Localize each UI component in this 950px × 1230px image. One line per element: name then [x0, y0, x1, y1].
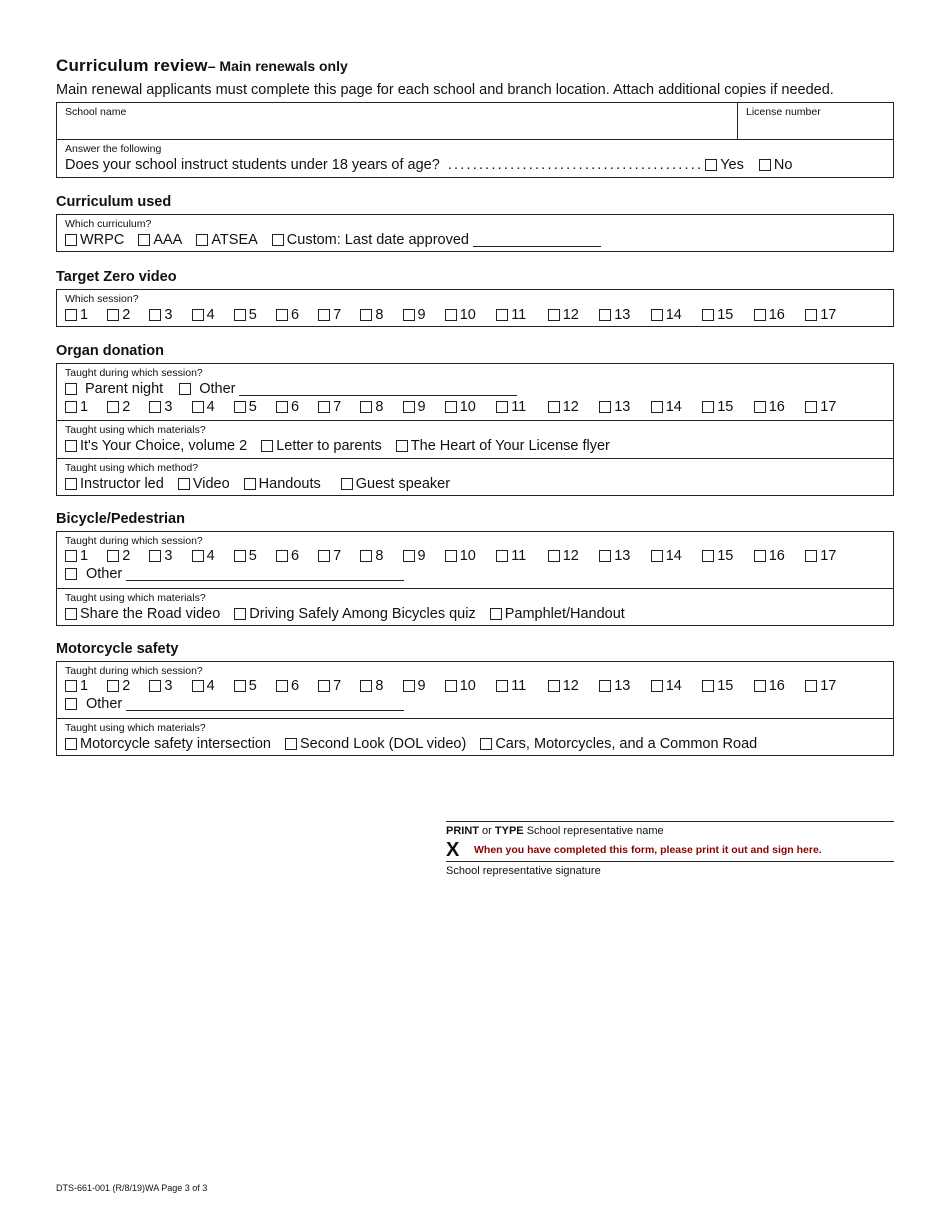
organ-session-1-checkbox[interactable]: 1 — [65, 399, 107, 415]
tz-session-6-checkbox[interactable]: 6 — [276, 307, 318, 323]
moto-session-7-checkbox[interactable]: 7 — [318, 678, 360, 694]
handouts-checkbox[interactable]: Handouts — [244, 476, 321, 492]
bicycle-heading: Bicycle/Pedestrian — [56, 511, 185, 527]
organ-materials-label: Taught using which materials? — [65, 424, 206, 436]
bike-session-1-checkbox[interactable]: 1 — [65, 548, 107, 564]
organ-session-10-checkbox[interactable]: 10 — [445, 399, 497, 415]
organ-session-11-checkbox[interactable]: 11 — [496, 399, 548, 415]
bicycle-session-label: Taught during which session? — [65, 535, 203, 547]
moto-session-16-checkbox[interactable]: 16 — [754, 678, 806, 694]
bicycles-quiz-checkbox[interactable]: Driving Safely Among Bicycles quiz — [234, 606, 475, 622]
answer-label: Answer the following — [65, 143, 162, 155]
organ-session-6-checkbox[interactable]: 6 — [276, 399, 318, 415]
motorcycle-other-input[interactable] — [126, 709, 404, 711]
answer-row — [57, 140, 893, 177]
bicycle-box — [56, 531, 894, 626]
bike-session-4-checkbox[interactable]: 4 — [192, 548, 234, 564]
share-the-road-checkbox[interactable]: Share the Road video — [65, 606, 220, 622]
x-mark: X — [446, 838, 460, 861]
tz-session-3-checkbox[interactable]: 3 — [149, 307, 191, 323]
bicycle-other-checkbox[interactable]: Other — [65, 566, 122, 582]
tz-session-1-checkbox[interactable]: 1 — [65, 307, 107, 323]
tz-session-14-checkbox[interactable]: 14 — [651, 307, 703, 323]
curriculum-heading: Curriculum used — [56, 194, 172, 210]
bike-session-14-checkbox[interactable]: 14 — [651, 548, 703, 564]
motorcycle-box — [56, 661, 894, 756]
tz-session-16-checkbox[interactable]: 16 — [754, 307, 806, 323]
moto-session-10-checkbox[interactable]: 10 — [445, 678, 497, 694]
curriculum-label: Which curriculum? — [65, 218, 152, 230]
no-checkbox[interactable]: No — [759, 157, 793, 173]
bike-session-2-checkbox[interactable]: 2 — [107, 548, 149, 564]
school-name-field[interactable] — [57, 103, 738, 139]
bike-session-15-checkbox[interactable]: 15 — [702, 548, 754, 564]
tz-session-15-checkbox[interactable]: 15 — [702, 307, 754, 323]
school-row — [57, 103, 893, 140]
moto-session-12-checkbox[interactable]: 12 — [548, 678, 600, 694]
organ-method-label: Taught using which method? — [65, 462, 199, 474]
moto-session-17-checkbox[interactable]: 17 — [805, 678, 857, 694]
organ-session-13-checkbox[interactable]: 13 — [599, 399, 651, 415]
second-look-checkbox[interactable]: Second Look (DOL video) — [285, 736, 466, 752]
bicycle-materials-label: Taught using which materials? — [65, 592, 206, 604]
license-number-label: License number — [746, 106, 821, 118]
moto-session-6-checkbox[interactable]: 6 — [276, 678, 318, 694]
bike-session-11-checkbox[interactable]: 11 — [496, 548, 548, 564]
tz-session-4-checkbox[interactable]: 4 — [192, 307, 234, 323]
motorcycle-heading: Motorcycle safety — [56, 641, 179, 657]
motorcycle-materials-label: Taught using which materials? — [65, 722, 206, 734]
moto-session-15-checkbox[interactable]: 15 — [702, 678, 754, 694]
sign-instruction: When you have completed this form, please print it out and sign here. — [474, 844, 822, 856]
bike-session-8-checkbox[interactable]: 8 — [360, 548, 402, 564]
motorcycle-session-label: Taught during which session? — [65, 665, 203, 677]
bike-session-16-checkbox[interactable]: 16 — [754, 548, 806, 564]
organ-heading: Organ donation — [56, 343, 164, 359]
organ-materials — [65, 438, 624, 454]
target-zero-sessions — [65, 307, 857, 323]
bike-session-13-checkbox[interactable]: 13 — [599, 548, 651, 564]
organ-session-3-checkbox[interactable]: 3 — [149, 399, 191, 415]
moto-session-13-checkbox[interactable]: 13 — [599, 678, 651, 694]
organ-session-label: Taught during which session? — [65, 367, 203, 379]
tz-session-7-checkbox[interactable]: 7 — [318, 307, 360, 323]
common-road-checkbox[interactable]: Cars, Motorcycles, and a Common Road — [480, 736, 757, 752]
organ-session-8-checkbox[interactable]: 8 — [360, 399, 402, 415]
parent-night-checkbox[interactable]: Parent night — [65, 381, 163, 397]
moto-session-4-checkbox[interactable]: 4 — [192, 678, 234, 694]
motorcycle-sessions — [65, 678, 857, 694]
organ-other-checkbox[interactable]: Other — [179, 381, 235, 397]
tz-session-12-checkbox[interactable]: 12 — [548, 307, 600, 323]
form-footer: DTS-661-001 (R/8/19)WA Page 3 of 3 — [56, 1183, 208, 1193]
organ-session-12-checkbox[interactable]: 12 — [548, 399, 600, 415]
moto-session-11-checkbox[interactable]: 11 — [496, 678, 548, 694]
bicycle-sessions — [65, 548, 857, 564]
yes-checkbox[interactable]: Yes — [705, 157, 744, 173]
school-info-box — [56, 102, 894, 178]
motorcycle-materials — [65, 736, 771, 752]
heart-flyer-checkbox[interactable]: The Heart of Your License flyer — [396, 438, 610, 454]
print-name-label[interactable]: PRINT or TYPE School representative name — [446, 825, 664, 837]
instructor-led-checkbox[interactable]: Instructor led — [65, 476, 164, 492]
intro-text: Main renewal applicants must complete this page for each school and branch location. Attach additional copies if needed. — [56, 82, 834, 98]
curriculum-box — [56, 214, 894, 252]
wrpc-checkbox[interactable]: WRPC — [65, 232, 124, 248]
tz-session-17-checkbox[interactable]: 17 — [805, 307, 857, 323]
tz-session-10-checkbox[interactable]: 10 — [445, 307, 497, 323]
motorcycle-other-line — [65, 696, 404, 712]
tz-session-9-checkbox[interactable]: 9 — [403, 307, 445, 323]
organ-other-input[interactable] — [239, 394, 517, 396]
page-title — [56, 56, 348, 76]
bicycle-materials — [65, 606, 639, 622]
motorcycle-other-checkbox[interactable]: Other — [65, 696, 122, 712]
organ-session-15-checkbox[interactable]: 15 — [702, 399, 754, 415]
tz-session-13-checkbox[interactable]: 13 — [599, 307, 651, 323]
moto-session-2-checkbox[interactable]: 2 — [107, 678, 149, 694]
organ-session-4-checkbox[interactable]: 4 — [192, 399, 234, 415]
letter-to-parents-checkbox[interactable]: Letter to parents — [261, 438, 382, 454]
moto-session-1-checkbox[interactable]: 1 — [65, 678, 107, 694]
moto-session-3-checkbox[interactable]: 3 — [149, 678, 191, 694]
organ-sessions — [65, 399, 857, 415]
bicycle-other-input[interactable] — [126, 579, 404, 581]
organ-methods — [65, 476, 464, 492]
custom-checkbox[interactable]: Custom: Last date approved — [272, 232, 469, 248]
bicycle-other-line — [65, 566, 404, 582]
title-sub: – Main renewals only — [207, 58, 348, 74]
organ-session-2-checkbox[interactable]: 2 — [107, 399, 149, 415]
atsea-checkbox[interactable]: ATSEA — [196, 232, 257, 248]
moto-session-5-checkbox[interactable]: 5 — [234, 678, 276, 694]
organ-session-17-checkbox[interactable]: 17 — [805, 399, 857, 415]
signature-block — [446, 821, 894, 877]
target-zero-label: Which session? — [65, 293, 139, 305]
bike-session-7-checkbox[interactable]: 7 — [318, 548, 360, 564]
bike-session-12-checkbox[interactable]: 12 — [548, 548, 600, 564]
tz-session-11-checkbox[interactable]: 11 — [496, 307, 548, 323]
pamphlet-checkbox[interactable]: Pamphlet/Handout — [490, 606, 625, 622]
bike-session-6-checkbox[interactable]: 6 — [276, 548, 318, 564]
school-name-label: School name — [65, 106, 127, 118]
bike-session-5-checkbox[interactable]: 5 — [234, 548, 276, 564]
title-main: Curriculum review — [56, 56, 208, 75]
age-question: Does your school instruct students under 18 years of age? — [65, 157, 440, 173]
organ-session-14-checkbox[interactable]: 14 — [651, 399, 703, 415]
motorcycle-intersection-checkbox[interactable]: Motorcycle safety intersection — [65, 736, 271, 752]
moto-session-14-checkbox[interactable]: 14 — [651, 678, 703, 694]
organ-session-7-checkbox[interactable]: 7 — [318, 399, 360, 415]
bike-session-3-checkbox[interactable]: 3 — [149, 548, 191, 564]
moto-session-9-checkbox[interactable]: 9 — [403, 678, 445, 694]
its-your-choice-checkbox[interactable]: It's Your Choice, volume 2 — [65, 438, 247, 454]
organ-session-16-checkbox[interactable]: 16 — [754, 399, 806, 415]
target-zero-heading: Target Zero video — [56, 269, 177, 285]
bike-session-10-checkbox[interactable]: 10 — [445, 548, 497, 564]
tz-session-2-checkbox[interactable]: 2 — [107, 307, 149, 323]
signature-line[interactable] — [446, 839, 894, 862]
organ-session-5-checkbox[interactable]: 5 — [234, 399, 276, 415]
tz-session-5-checkbox[interactable]: 5 — [234, 307, 276, 323]
moto-session-8-checkbox[interactable]: 8 — [360, 678, 402, 694]
tz-session-8-checkbox[interactable]: 8 — [360, 307, 402, 323]
video-checkbox[interactable]: Video — [178, 476, 230, 492]
license-number-field[interactable] — [738, 103, 893, 139]
organ-parent-line — [65, 381, 517, 397]
bike-session-17-checkbox[interactable]: 17 — [805, 548, 857, 564]
curriculum-options — [65, 232, 601, 248]
target-zero-box — [56, 289, 894, 327]
answer-line: Does your school instruct students under 18 years of age? ......................................... Yes No — [65, 157, 793, 173]
organ-session-9-checkbox[interactable]: 9 — [403, 399, 445, 415]
aaa-checkbox[interactable]: AAA — [138, 232, 182, 248]
organ-box — [56, 363, 894, 496]
signature-label: School representative signature — [446, 865, 601, 877]
custom-date-input[interactable] — [473, 245, 601, 247]
bike-session-9-checkbox[interactable]: 9 — [403, 548, 445, 564]
guest-speaker-checkbox[interactable]: Guest speaker — [341, 476, 450, 492]
